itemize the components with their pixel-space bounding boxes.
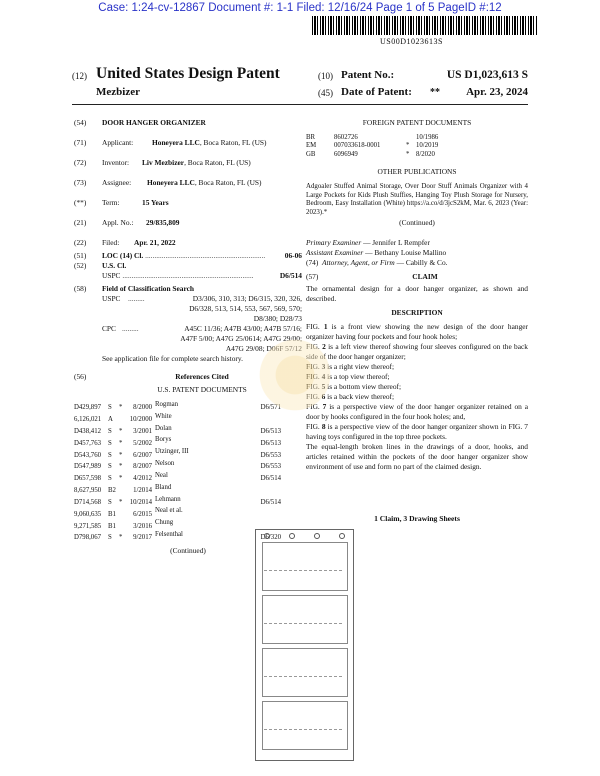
claim-text: The ornamental design for a door hanger organizer, as shown and described.: [306, 283, 528, 303]
header-divider: [72, 104, 528, 105]
term-value: 15 Years: [142, 198, 169, 207]
foreign-citation-row: GB 6096949 * 8/2020: [306, 150, 435, 158]
filed-date: Apr. 21, 2022: [134, 238, 176, 247]
claims-drawing-count: 1 Claim, 3 Drawing Sheets: [374, 514, 460, 523]
assignee-name: Honeyera LLC: [147, 178, 195, 187]
document-number: US00D1023613S: [380, 37, 443, 46]
citation-row: 6,126,021 A 10/2000 White: [74, 412, 172, 424]
date-of-patent: Apr. 23, 2024: [466, 86, 528, 98]
figure-description: FIG. 7 is a perspective view of the door hanger organizer retained on a door by hooks configured in the four hook holes; and,: [306, 401, 528, 421]
representative-drawing: [255, 529, 354, 761]
patent-type-title: United States Design Patent: [96, 65, 280, 82]
citation-row: 9,271,585 B1 3/2016 Chung: [74, 519, 174, 530]
other-publications-continued: (Continued): [399, 217, 435, 227]
description-heading: DESCRIPTION: [391, 307, 443, 317]
pocket: [262, 542, 348, 591]
pocket: [262, 648, 348, 697]
other-publications-heading: OTHER PUBLICATIONS: [377, 167, 457, 177]
figure-description: FIG. 3 is a right view thereof;: [306, 361, 395, 371]
left-column: (54) DOOR HANGER ORGANIZER (71) Applicant: Honeyera LLC, Boca Raton, FL (US) (72) Inventor: Liv Mezbizer, Boca Raton, FL (US) (73) Assignee: Honeyera LLC, Boca Raton, FL (US) (**) Term: 15 Years (21) Appl. No.: 29/835,809 (22) Filed: Apr. 21, 2022 (51) LOC (14) Cl. ................................................................. 06-06 (52) U.S. Cl. USPC ....................................................................... D6/514 (58) Field of Classification Search USPC ......... D3/306, 310, 313; D6/315, 320, 326, D6/328, 513, 514, 553, 567, 569, 570; D8/380; D28/73 CPC ......... A45C 11/36; A47B 43/00; A47B 57/16; A47F 5/00; A47G 25/0614; A47G 29/00; A47G 29/08; D06F 57/12 See application file for complete search history. (56) References Cited U.S. PATENT DOCUMENTS D429,897 S * 8/2000 Rogman D6/571 6,126,021 A 10/2000 White D438,412 S * 3/2001 Dolan D6/513 D457,763 S * 5/2002 Borys D6/513 D543,760 S * 6/2007 Utzinger, III D6/553 D547,989 S * 8/2007 Nelson D6/553 D657,598 S * 4/2012 Neal D6/514 8,627,950 B2 1/2014 Bland D714,568 S * 10/2014 Lehmann D6/514 9,060,635 B1 6/2015 Neal et al. 9,271,585 B1 3/2016 Chung D798,067 S * 9/2017 Felsenthal D6/320 (Continued): [74, 118, 302, 555]
broken-lines-statement: The equal-length broken lines in the drawings of a door, hooks, and articles retained within the pockets of the door hanger organizer show environment of use and form no part of the claimed design.: [306, 441, 528, 471]
figure-description: FIG. 1 is a front view showing the new design of the door hanger organizer having four pockets and four hook holes;: [306, 321, 528, 341]
hook-hole: [339, 533, 345, 539]
citation-row: 8,627,950 B2 1/2014 Bland: [74, 483, 172, 495]
us-class: D6/514: [279, 271, 302, 280]
term-stars: **: [430, 87, 440, 98]
inventor-name: Liv Mezbizer: [142, 158, 185, 167]
hook-hole: [264, 533, 270, 539]
patent-number: US D1,023,613 S: [446, 69, 528, 81]
us-citations-list: [74, 401, 302, 543]
primary-examiner: — Jennifer L Rempfer: [361, 237, 430, 247]
other-publication-text: Adgoaler Stuffed Animal Storage, Over Door Stuff Animals Organizer with 4 Large Pockets for Kids Plush Stuffies, Hanging Toy Plush Storage for Nursery, Bedroom, Easy Installation (White) https://a.co/d/3jcS2kM, Mar. 6, 2023 (Year: 2023).*: [306, 183, 528, 216]
citations-continued: (Continued): [170, 545, 206, 555]
hook-hole: [289, 533, 295, 539]
pocket: [262, 595, 348, 644]
figure-description: FIG. 6 is a back view thereof;: [306, 391, 395, 401]
citation-row: D714,568 S * 10/2014 Lehmann D6/514: [74, 495, 281, 506]
watermark-seal: [250, 330, 340, 420]
court-filing-stamp: Case: 1:24-cv-12867 Document #: 1-1 Filed: 12/16/24 Page 1 of 5 PageID #:12: [98, 2, 502, 14]
foreign-citation-row: BR 8602726 10/1986: [306, 134, 439, 141]
pocket: [262, 701, 348, 750]
design-title: DOOR HANGER ORGANIZER: [102, 118, 206, 127]
citation-row: D429,897 S * 8/2000 Rogman D6/571: [74, 401, 281, 412]
us-patent-docs-heading: U.S. PATENT DOCUMENTS: [157, 385, 247, 394]
claim-heading: CLAIM: [412, 271, 438, 281]
citation-row: D543,760 S * 6/2007 Utzinger, III D6/553: [74, 448, 281, 459]
attorney: — Cabilly & Co.: [394, 257, 448, 267]
figure-description: FIG. 2 is a left view thereof showing four sleeves configured on the back side of the door hanger organizer;: [306, 341, 528, 361]
field-code-10: (10): [318, 71, 333, 81]
inventor-surname: Mezbizer: [96, 86, 140, 98]
citation-row: D438,412 S * 3/2001 Dolan D6/513: [74, 424, 281, 436]
application-number: 29/835,809: [146, 218, 180, 227]
loc-class: 06-06: [284, 251, 302, 260]
hook-hole: [314, 533, 320, 539]
assistant-examiner: — Bethany Louise Mallino: [363, 247, 447, 257]
citation-row: D547,989 S * 8/2007 Nelson D6/553: [74, 460, 281, 471]
figure-description: FIG. 4 is a top view thereof;: [306, 371, 390, 381]
figure-description: FIG. 8 is a perspective view of the door hanger organizer shown in FIG. 7 having toys configured in the top three pockets.: [306, 421, 528, 441]
foreign-citations-list: [306, 134, 528, 159]
field-code-12: (12): [72, 71, 87, 81]
foreign-docs-heading: FOREIGN PATENT DOCUMENTS: [362, 118, 472, 127]
applicant-name: Honeyera LLC: [152, 138, 200, 147]
citation-row: D657,598 S * 4/2012 Neal D6/514: [74, 471, 281, 483]
figure-description: FIG. 5 is a bottom view thereof;: [306, 381, 402, 391]
citation-row: D457,763 S * 5/2002 Borys D6/513: [74, 436, 281, 447]
citation-row: 9,060,635 B1 6/2015 Neal et al.: [74, 507, 183, 518]
barcode: [312, 16, 538, 35]
citation-row: D798,067 S * 9/2017 Felsenthal D6/320: [74, 530, 281, 542]
foreign-citation-row: EM 007033618-0001 * 10/2019: [306, 142, 439, 150]
date-of-patent-label: Date of Patent:: [341, 86, 412, 98]
field-code-45: (45): [318, 88, 333, 98]
right-column: FOREIGN PATENT DOCUMENTS BR 8602726 10/1986 EM 007033618-0001 * 10/2019 GB 6096949 * 8/2020 OTHER PUBLICATIONS Adgoaler Stuffed Animal Storage, Over Door Stuff Animals Organizer with 4 Large Pockets for Kids Plush Stuffies, Hanging Toy Plush Storage for Nursery, Bedroom, Easy Installation (White) https://a.co/d/3jcS2kM, Mar. 6, 2023 (Year: 2023).* (Continued) Primary Examiner — Jennifer L Rempfer Assistant Examiner — Bethany Louise Mallino (74) Attorney, Agent, or Firm — Cabilly & Co. (57) CLAIM The ornamental design for a door hanger organizer, as shown and described. DESCRIPTION FIG. 1 is a front view showing the new design of the door hanger organizer having four pockets and four hook holes; FIG. 2 is a left view thereof showing four sleeves configured on the back side of the door hanger organizer; FIG. 3 is a right view thereof; FIG. 4 is a top view thereof; FIG. 5 is a bottom view thereof; FIG. 6 is a back view thereof; FIG. 7 is a perspective view of the door hanger organizer retained on a door by hooks configured in the four hook holes; and, FIG. 8 is a perspective view of the door hanger organizer shown in FIG. 7 having toys configured in the top three pockets. The equal-length broken lines in the drawings of a door, hooks, and articles retained within the pockets of the door hanger organizer show environment of use and form no part of the claimed design.: [306, 118, 528, 471]
references-cited-heading: References Cited: [175, 372, 229, 381]
patent-no-label: Patent No.:: [341, 69, 395, 81]
